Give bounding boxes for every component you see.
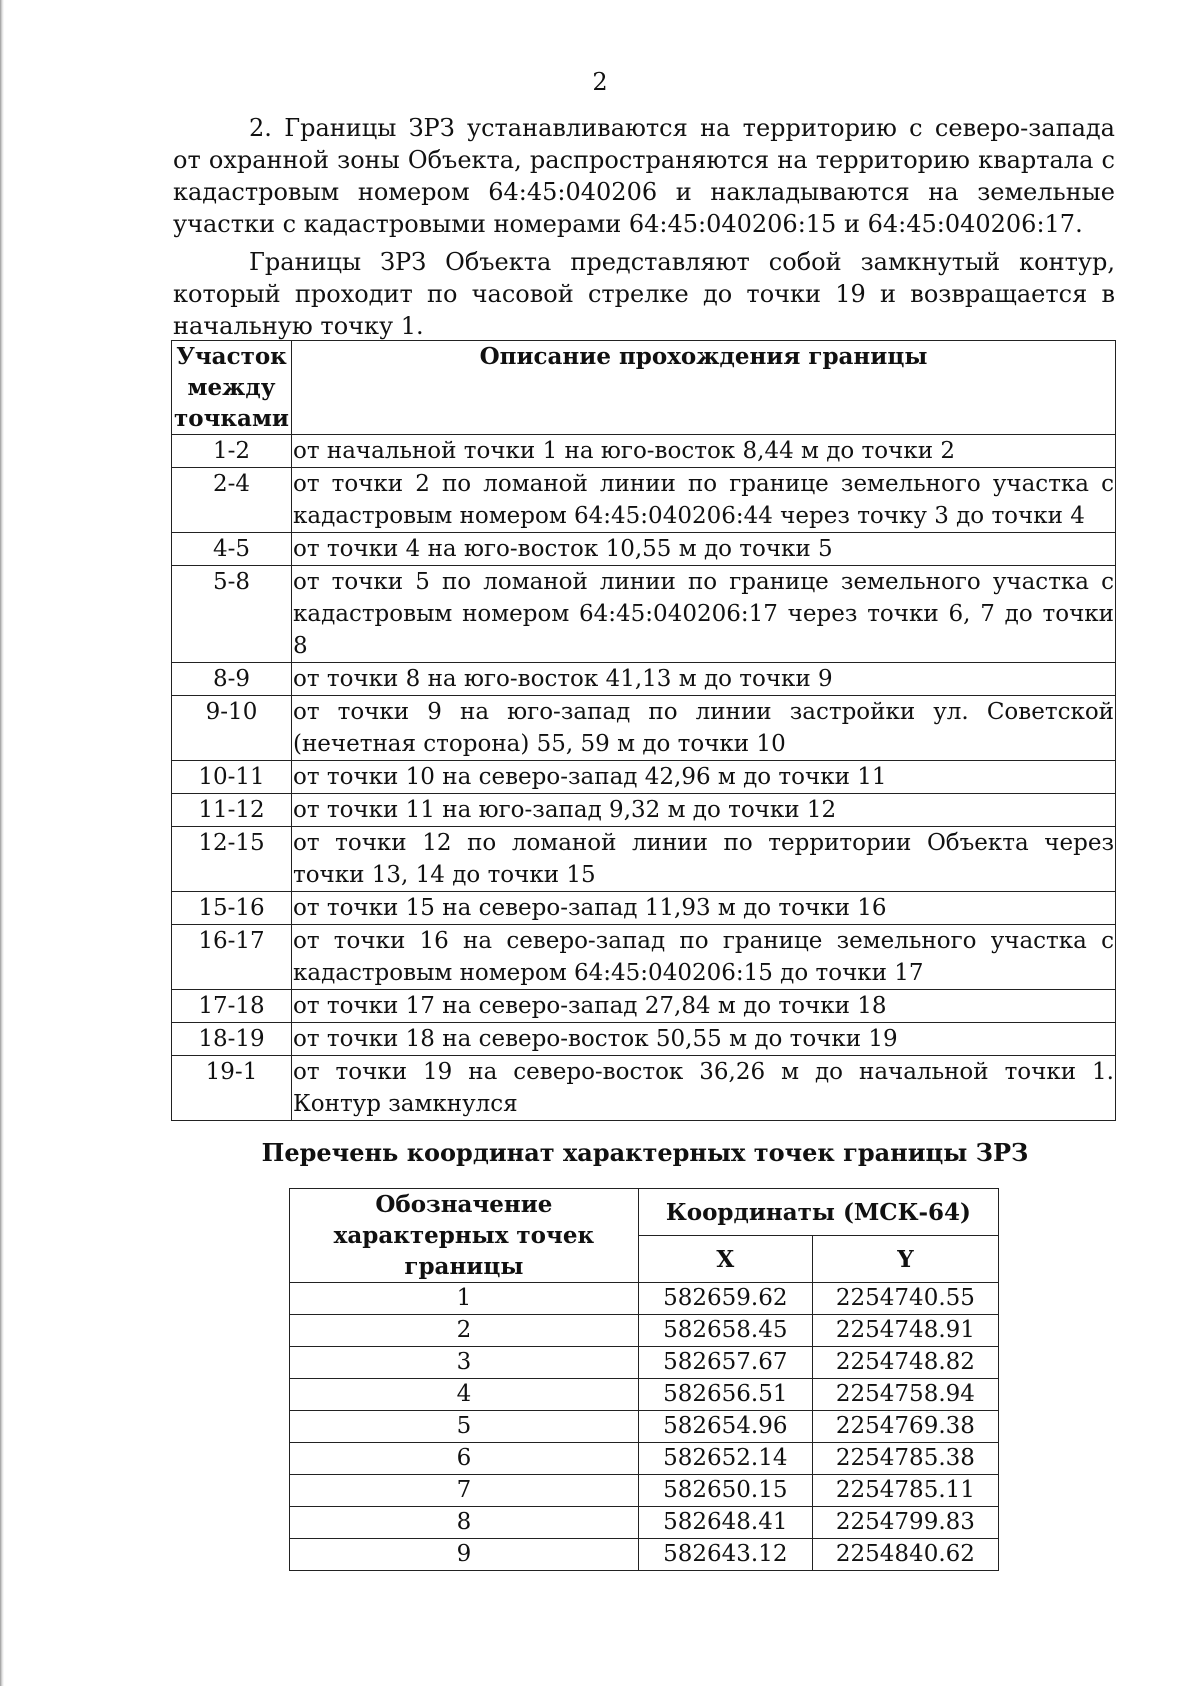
table-row bbox=[172, 696, 1116, 761]
coordinates-table bbox=[289, 1188, 999, 1571]
table-row bbox=[290, 1411, 999, 1443]
coordinates-title: Перечень координат характерных точек границы ЗРЗ bbox=[261, 1138, 1029, 1167]
description-cell: от точки 12 по ломаной линии по территории Объекта через точки 13, 14 до точки 15 bbox=[291, 827, 1115, 892]
description-cell: от точки 9 на юго-запад по линии застройки ул. Советской (нечетная сторона) 55, 59 м до точки 10 bbox=[291, 696, 1115, 761]
x-cell: 582659.62 bbox=[638, 1283, 812, 1315]
y-cell: 2254748.82 bbox=[812, 1347, 998, 1379]
table-header-row bbox=[290, 1189, 999, 1236]
segment-cell: 1-2 bbox=[172, 435, 292, 468]
header-point-name: Обозначение характерных точек границы bbox=[290, 1189, 639, 1283]
x-cell: 582648.41 bbox=[638, 1507, 812, 1539]
y-cell: 2254840.62 bbox=[812, 1539, 998, 1571]
x-cell: 582657.67 bbox=[638, 1347, 812, 1379]
table-row bbox=[290, 1539, 999, 1571]
table-row bbox=[172, 925, 1116, 990]
x-cell: 582654.96 bbox=[638, 1411, 812, 1443]
segment-cell: 11-12 bbox=[172, 794, 292, 827]
table-row bbox=[172, 663, 1116, 696]
y-cell: 2254785.11 bbox=[812, 1475, 998, 1507]
page-edge-shadow bbox=[0, 0, 4, 1686]
table-row bbox=[172, 566, 1116, 663]
description-cell: от точки 8 на юго-восток 41,13 м до точки 9 bbox=[291, 663, 1115, 696]
point-cell: 9 bbox=[290, 1539, 639, 1571]
boundary-table-body bbox=[172, 435, 1116, 1121]
segment-cell: 18-19 bbox=[172, 1023, 292, 1056]
point-cell: 5 bbox=[290, 1411, 639, 1443]
segment-cell: 16-17 bbox=[172, 925, 292, 990]
paragraph-contour bbox=[173, 246, 1115, 342]
y-cell: 2254748.91 bbox=[812, 1315, 998, 1347]
page-number: 2 bbox=[592, 68, 608, 96]
x-cell: 582650.15 bbox=[638, 1475, 812, 1507]
description-cell: от точки 2 по ломаной линии по границе земельного участка с кадастровым номером 64:45:040206:44 через точку 3 до точки 4 bbox=[291, 468, 1115, 533]
table-row bbox=[172, 1056, 1116, 1121]
description-cell: от точки 4 на юго-восток 10,55 м до точки 5 bbox=[291, 533, 1115, 566]
table-row bbox=[172, 761, 1116, 794]
table-row bbox=[172, 435, 1116, 468]
table-row bbox=[172, 990, 1116, 1023]
point-cell: 7 bbox=[290, 1475, 639, 1507]
table-row bbox=[290, 1475, 999, 1507]
segment-cell: 8-9 bbox=[172, 663, 292, 696]
y-cell: 2254758.94 bbox=[812, 1379, 998, 1411]
x-cell: 582652.14 bbox=[638, 1443, 812, 1475]
point-cell: 8 bbox=[290, 1507, 639, 1539]
description-cell: от точки 19 на северо-восток 36,26 м до начальной точки 1. Контур замкнулся bbox=[291, 1056, 1115, 1121]
table-header-row bbox=[172, 341, 1116, 435]
y-cell: 2254769.38 bbox=[812, 1411, 998, 1443]
y-cell: 2254785.38 bbox=[812, 1443, 998, 1475]
y-cell: 2254799.83 bbox=[812, 1507, 998, 1539]
x-cell: 582656.51 bbox=[638, 1379, 812, 1411]
table-row bbox=[290, 1315, 999, 1347]
segment-cell: 15-16 bbox=[172, 892, 292, 925]
segment-cell: 9-10 bbox=[172, 696, 292, 761]
table-row bbox=[290, 1443, 999, 1475]
table-row bbox=[290, 1283, 999, 1315]
table-row bbox=[172, 533, 1116, 566]
description-cell: от точки 11 на юго-запад 9,32 м до точки 12 bbox=[291, 794, 1115, 827]
segment-cell: 12-15 bbox=[172, 827, 292, 892]
description-cell: от точки 5 по ломаной линии по границе земельного участка с кадастровым номером 64:45:040206:17 через точки 6, 7 до точки 8 bbox=[291, 566, 1115, 663]
table-row bbox=[172, 827, 1116, 892]
header-x: X bbox=[638, 1236, 812, 1283]
description-cell: от точки 15 на северо-запад 11,93 м до точки 16 bbox=[291, 892, 1115, 925]
table-row bbox=[290, 1507, 999, 1539]
segment-cell: 5-8 bbox=[172, 566, 292, 663]
paragraph-zrz-boundaries bbox=[173, 112, 1115, 240]
point-cell: 6 bbox=[290, 1443, 639, 1475]
segment-cell: 10-11 bbox=[172, 761, 292, 794]
description-cell: от точки 17 на северо-запад 27,84 м до точки 18 bbox=[291, 990, 1115, 1023]
point-cell: 3 bbox=[290, 1347, 639, 1379]
description-cell: от начальной точки 1 на юго-восток 8,44 м до точки 2 bbox=[291, 435, 1115, 468]
point-cell: 4 bbox=[290, 1379, 639, 1411]
segment-cell: 2-4 bbox=[172, 468, 292, 533]
header-description: Описание прохождения границы bbox=[291, 341, 1115, 435]
coordinates-table-body bbox=[290, 1283, 999, 1571]
table-row bbox=[290, 1379, 999, 1411]
x-cell: 582658.45 bbox=[638, 1315, 812, 1347]
boundary-description-table bbox=[171, 340, 1116, 1121]
header-y: Y bbox=[812, 1236, 998, 1283]
paragraph-text: 2. Границы ЗРЗ устанавливаются на территорию с северо-запада от охранной зоны Объекта, распространяются на территорию квартала с кадастровым номером 64:45:040206 и накладываются на земельные участки с кадастровыми номерами 64:45:040206:15 и 64:45:040206:17. bbox=[173, 114, 1115, 238]
table-row bbox=[172, 794, 1116, 827]
table-row bbox=[290, 1347, 999, 1379]
table-row bbox=[172, 1023, 1116, 1056]
point-cell: 2 bbox=[290, 1315, 639, 1347]
header-coordinates: Координаты (МСК-64) bbox=[638, 1189, 998, 1236]
header-segment: Участок между точками bbox=[172, 341, 292, 435]
segment-cell: 19-1 bbox=[172, 1056, 292, 1121]
segment-cell: 17-18 bbox=[172, 990, 292, 1023]
description-cell: от точки 16 на северо-запад по границе земельного участка с кадастровым номером 64:45:040206:15 до точки 17 bbox=[291, 925, 1115, 990]
description-cell: от точки 18 на северо-восток 50,55 м до точки 19 bbox=[291, 1023, 1115, 1056]
segment-cell: 4-5 bbox=[172, 533, 292, 566]
x-cell: 582643.12 bbox=[638, 1539, 812, 1571]
point-cell: 1 bbox=[290, 1283, 639, 1315]
paragraph-text: Границы ЗРЗ Объекта представляют собой замкнутый контур, который проходит по часовой стрелке до точки 19 и возвращается в начальную точку 1. bbox=[173, 248, 1115, 340]
table-row bbox=[172, 892, 1116, 925]
description-cell: от точки 10 на северо-запад 42,96 м до точки 11 bbox=[291, 761, 1115, 794]
table-row bbox=[172, 468, 1116, 533]
y-cell: 2254740.55 bbox=[812, 1283, 998, 1315]
